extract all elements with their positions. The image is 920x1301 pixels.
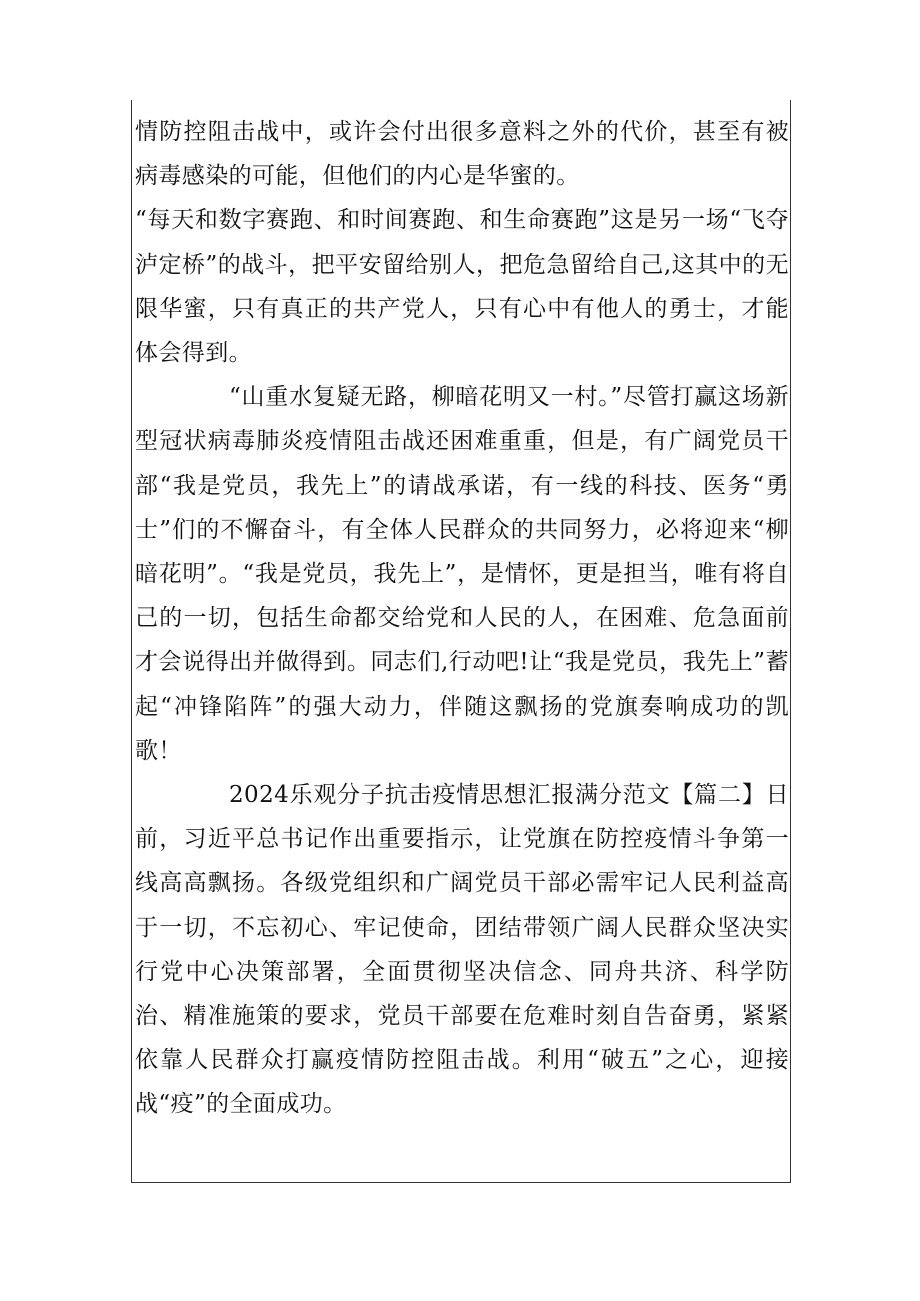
paragraph-2: “每天和数字赛跑、和时间赛跑、和生命赛跑”这是另一场“飞夺泸定桥”的战斗，把平安留给别人，把危急留给自己,这其中的无限华蜜，只有真正的共产党人，只有心中有他人的勇士，才能体会得到。 — [135, 207, 789, 367]
paragraph-3: “山重水复疑无路，柳暗花明又一村。”尽管打赢这场新型冠状病毒肺炎疫情阻击战还困难重重，但是，有广阔党员干部“我是党员，我先上”的请战承诺，有一线的科技、医务“勇士”们的不懈奋斗，有全体人民群众的共同努力，必将迎来“柳暗花明”。“我是党员，我先上”，是情怀，更是担当，唯有将自己的一切，包括生命都交给党和人民的人，在困难、危急面前才会说得出并做得到。同志们,行动吧!让“我是党员，我先上”蓄起“冲锋陷阵”的强大动力，伴随这飘扬的党旗奏响成功的凯歌！ — [135, 384, 789, 764]
paragraph-1: 情防控阻击战中，或许会付出很多意料之外的代价，甚至有被病毒感染的可能，但他们的内心是华蜜的。 — [135, 119, 789, 190]
document-body — [135, 110, 789, 1127]
paragraph-4: 2024乐观分子抗击疫情思想汇报满分范文【篇二】日前，习近平总书记作出重要指示，让党旗在防控疫情斗争第一线高高飘扬。各级党组织和广阔党员干部必需牢记人民利益高于一切，不忘初心、牢记使命，团结带领广阔人民群众坚决实行党中心决策部署，全面贯彻坚决信念、同舟共济、科学防治、精准施策的要求，党员干部要在危难时刻自告奋勇，紧紧依靠人民群众打赢疫情防控阻击战。利用“破五”之心，迎接战“疫”的全面成功。 — [135, 782, 789, 1118]
